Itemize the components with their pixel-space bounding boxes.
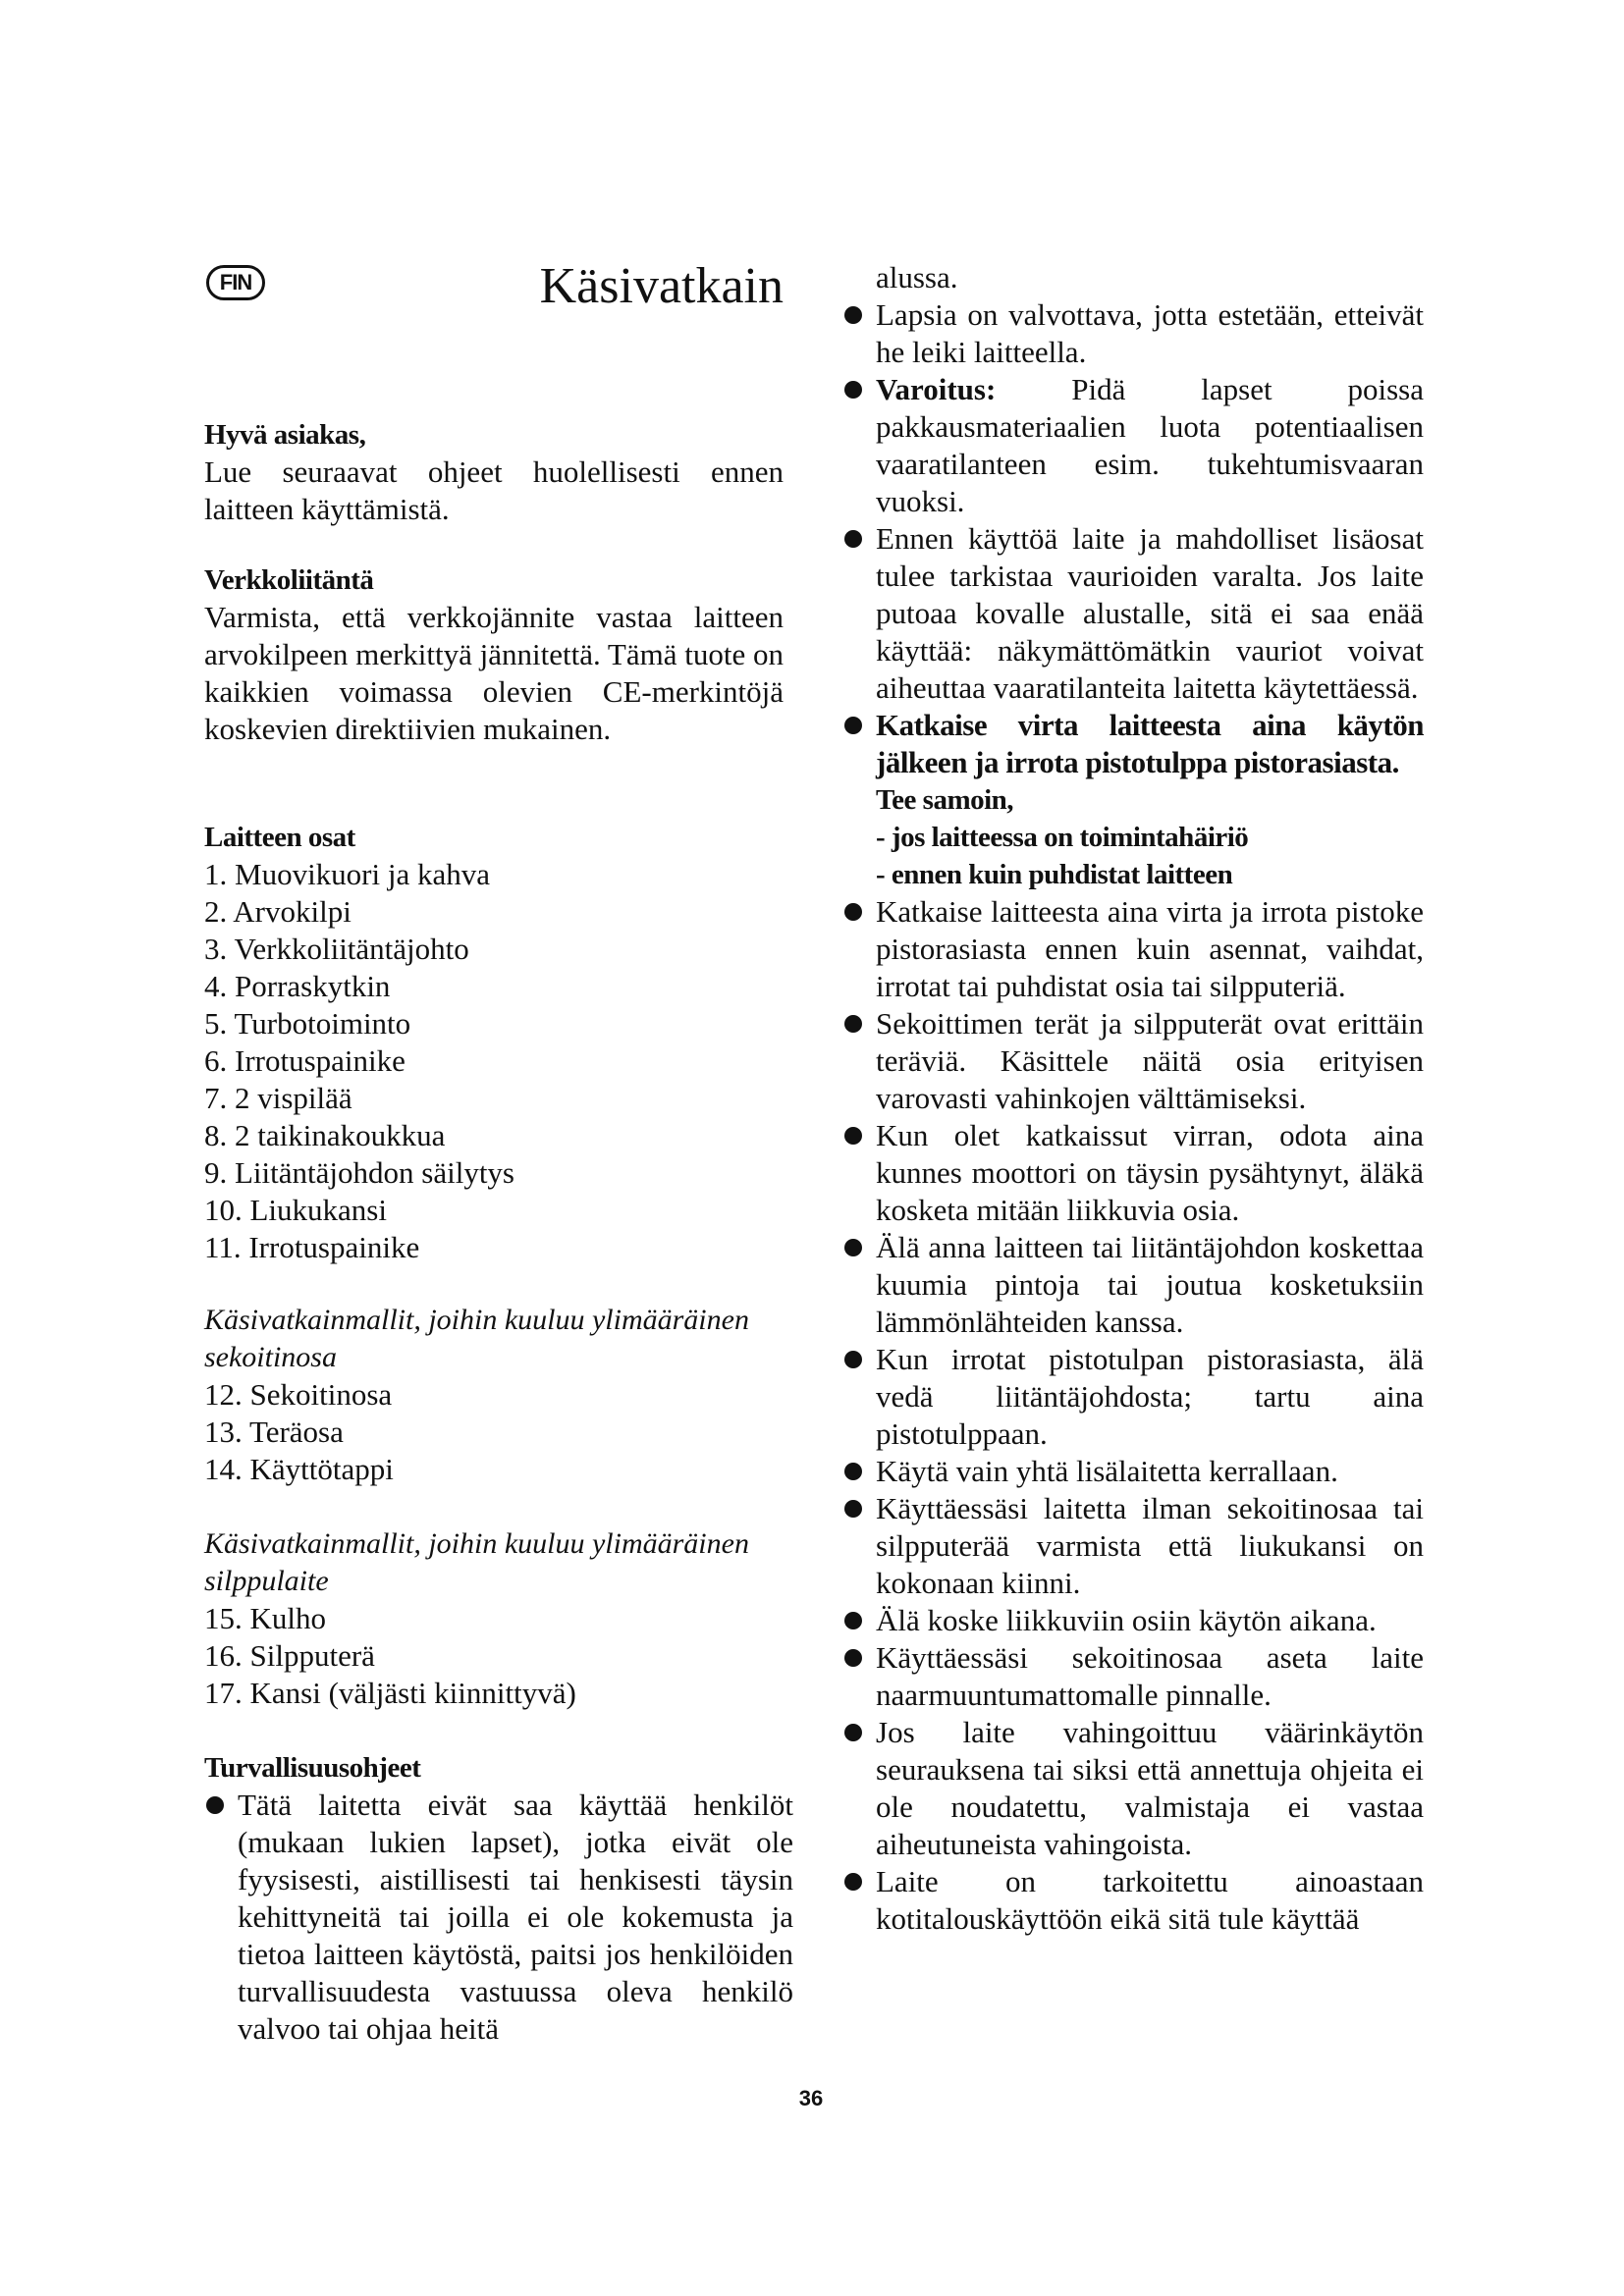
shredder-models-caption: Käsivatkainmallit, joihin kuuluu ylimääräinen silppulaite <box>204 1527 749 1597</box>
safety-item: Tätä laitetta eivät saa käyttää henkilöt (mukaan lukien lapset), jotka eivät ole fyysisesti, aistillisesti tai henkisesti täysin kehittyneitä tai joilla ei ole kokemusta ja tietoa laitteen käytöstä, paitsi jos henkilöiden turvallisuudesta vastuussa oleva henkilö valvoo tai ohjaa heitä <box>204 1787 793 2048</box>
safety-item: Ennen käyttöä laite ja mahdolliset lisäosat tulee tarkistaa vaurioiden varalta. Jos laite putoaa kovalle alustalle, sitä ei saa enää käyttää: näkymättömätkin vauriot voivat aiheuttaa vaaratilanteita laitetta käytettäessä. <box>842 520 1424 707</box>
parts-item: 3. Verkkoliitäntäjohto <box>204 932 469 966</box>
safety-item: Jos laite vahingoittuu väärinkäytön seurauksena tai siksi että annettuja ohjeita ei ole noudatettu, valmistaja ei vastaa aiheutuneista vahingoista. <box>842 1714 1424 1863</box>
parts-item: 7. 2 vispilää <box>204 1081 352 1115</box>
greeting-text: Lue seuraavat ohjeet huolellisesti ennen laitteen käyttämistä. <box>204 454 784 526</box>
bullet-icon <box>844 1500 862 1518</box>
bullet-icon <box>844 1873 862 1891</box>
mixer-item: 14. Käyttötappi <box>204 1452 394 1486</box>
greeting-section <box>204 416 784 528</box>
safety-item: Sekoittimen terät ja silpputerät ovat erittäin teräviä. Käsittele näitä osia erityisen varovasti vahinkojen välttämiseksi. <box>842 1005 1424 1117</box>
parts-item: 1. Muovikuori ja kahva <box>204 857 491 891</box>
bold-sub-2: - ennen kuin puhdistat laitteen <box>876 859 1233 890</box>
safety-heading: Turvallisuusohjeet <box>204 1752 421 1784</box>
safety-item: Lapsia on valvottava, jotta estetään, etteivät he leiki laitteella. <box>842 296 1424 371</box>
parts-item: 4. Porraskytkin <box>204 969 391 1003</box>
parts-item: 8. 2 taikinakoukkua <box>204 1118 446 1152</box>
parts-item: 2. Arvokilpi <box>204 894 352 929</box>
bold-same: Tee samoin, <box>876 784 1014 816</box>
greeting-heading: Hyvä asiakas, <box>204 419 366 451</box>
parts-item: 9. Liitäntäjohdon säilytys <box>204 1155 514 1190</box>
safety-item-bold: Katkaise virta laitteesta aina käytön jälkeen ja irrota pistotulppa pistorasiasta. <box>842 707 1424 781</box>
mixer-item: 13. Teräosa <box>204 1415 344 1449</box>
bullet-icon <box>206 1796 224 1814</box>
bullet-icon <box>844 381 862 399</box>
safety-item: Älä koske liikkuviin osiin käytön aikana. <box>842 1602 1424 1639</box>
bullet-icon <box>844 1015 862 1033</box>
bullet-icon <box>844 1239 862 1256</box>
mixer-item: 12. Sekoitinosa <box>204 1377 393 1412</box>
right-column <box>842 259 1424 1938</box>
bullet-icon <box>844 530 862 548</box>
safety-item-warning: Varoitus: Pidä lapset poissa pakkausmateriaalien luota potentiaalisen vaaratilanteen esim. tukehtumisvaaran vuoksi. <box>842 371 1424 520</box>
page-number: 36 <box>798 2086 824 2110</box>
safety-item: Käyttäessäsi laitetta ilman sekoitinosaa tai silpputerää varmista että liukukansi on kokonaan kiinni. <box>842 1490 1424 1602</box>
safety-continuation: alussa. <box>876 260 958 294</box>
bullet-icon <box>844 1463 862 1480</box>
safety-item: Laite on tarkoitettu ainoastaan kotitalouskäyttöön eikä sitä tule käyttää <box>842 1863 1424 1938</box>
shredder-item: 16. Silpputerä <box>204 1638 375 1673</box>
bold-sub-1: - jos laitteessa on toimintahäiriö <box>876 822 1249 853</box>
parts-heading: Laitteen osat <box>204 822 355 853</box>
safety-item: Käyttäessäsi sekoitinosaa aseta laite naarmuuntumattomalle pinnalle. <box>842 1639 1424 1714</box>
safety-item: Kun irrotat pistotulpan pistorasiasta, älä vedä liitäntäjohdosta; tartu aina pistotulppaan. <box>842 1341 1424 1453</box>
bullet-icon <box>844 1612 862 1629</box>
language-badge: FIN <box>206 265 265 300</box>
parts-section <box>204 819 784 1266</box>
connection-section <box>204 561 784 748</box>
parts-item: 6. Irrotuspainike <box>204 1043 406 1078</box>
bullet-icon <box>844 1649 862 1667</box>
bullet-icon <box>844 306 862 324</box>
bullet-icon <box>844 903 862 921</box>
parts-list <box>204 856 784 1266</box>
safety-section <box>204 1749 793 2048</box>
warning-label: Varoitus: <box>876 372 997 406</box>
shredder-item: 17. Kansi (väljästi kiinnittyvä) <box>204 1676 576 1710</box>
bullet-icon <box>844 1127 862 1145</box>
shredder-item: 15. Kulho <box>204 1601 326 1635</box>
safety-item: Kun olet katkaissut virran, odota aina kunnes moottori on täysin pysähtynyt, äläkä kosketa mitään liikkuvia osia. <box>842 1117 1424 1229</box>
page-header <box>204 257 784 316</box>
page-title: Käsivatkain <box>539 258 784 314</box>
mixer-models-caption: Käsivatkainmallit, joihin kuuluu ylimääräinen sekoitinosa <box>204 1304 749 1373</box>
bullet-icon <box>844 717 862 734</box>
safety-item: Katkaise laitteesta aina virta ja irrota pistoke pistorasiasta ennen kuin asennat, vaihdat, irrotat tai puhdistat osia tai silpputeriä. <box>842 893 1424 1005</box>
parts-item: 5. Turbotoiminto <box>204 1006 411 1041</box>
mixer-models-section <box>204 1302 784 1488</box>
connection-text: Varmista, että verkkojännite vastaa laitteen arvokilpeen merkittyä jännitettä. Tämä tuote on kaikkien voimassa olevien CE-merkintöjä koskevien direktiivien mukainen. <box>204 600 784 746</box>
safety-item: Älä anna laitteen tai liitäntäjohdon koskettaa kuumia pintoja tai joutua kosketuksiin lämmönlähteiden kanssa. <box>842 1229 1424 1341</box>
parts-item: 11. Irrotuspainike <box>204 1230 420 1264</box>
parts-item: 10. Liukukansi <box>204 1193 387 1227</box>
bullet-icon <box>844 1351 862 1368</box>
connection-heading: Verkkoliitäntä <box>204 564 374 596</box>
shredder-models-section <box>204 1525 784 1712</box>
bullet-icon <box>844 1724 862 1741</box>
safety-item: Käytä vain yhtä lisälaitetta kerrallaan. <box>842 1453 1424 1490</box>
